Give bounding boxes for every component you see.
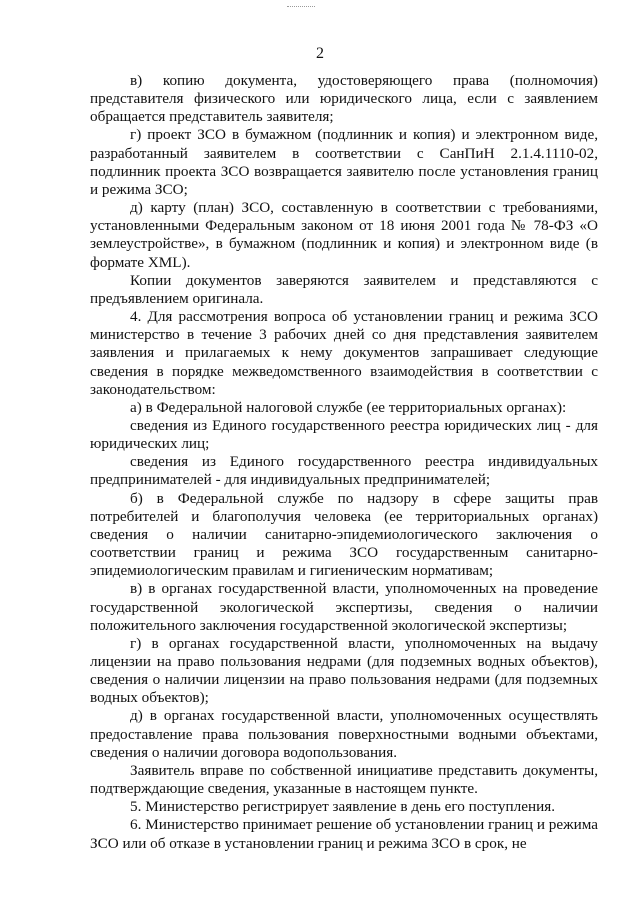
document-body [90, 72, 598, 853]
paragraph-item-g2: г) в органах государственной власти, уполномоченных на выдачу лицензии на право пользования недрами (для подземных водных объектов), сведения о наличии лицензии на право пользования недрами (для подземных водных объектов); [90, 634, 598, 707]
paragraph-clause-5: 5. Министерство регистрирует заявление в день его поступления. [130, 798, 555, 816]
paragraph-entrepreneurs: сведения из Единого государственного реестра индивидуальных предпринимателей - для индивидуальных предпринимателей; [90, 453, 598, 489]
paragraph-item-b: б) в Федеральной службе по надзору в сфере защиты прав потребителей и благополучия человека (ее территориальных органах) сведения о наличии санитарно-эпидемиологического заключения о соответствии границ и режима ЗСО государственным санитарно-эпидемиологическим правилам и гигиеническим нормативам; [90, 489, 598, 580]
paragraph-applicant-right: Заявитель вправе по собственной инициативе представить документы, подтверждающие сведения, указанные в настоящем пункте. [90, 761, 598, 798]
scan-header-mark [287, 6, 315, 7]
paragraph-item-g: г) проект ЗСО в бумажном (подлинник и копия) и электронном виде, разработанный заявителем в соответствии с СанПиН 2.1.4.1110-02, подлинник проекта ЗСО возвращается заявителю после установления границ и режима ЗСО; [90, 126, 598, 198]
paragraph-item-a: а) в Федеральной налоговой службе (ее территориальных органах): [130, 398, 567, 416]
page-number: 2 [316, 45, 324, 62]
paragraph-item-v: в) копию документа, удостоверяющего права (полномочия) представителя физического или юридического лица, если с заявлением обращается представитель заявителя; [90, 72, 598, 126]
paragraph-item-v2: в) в органах государственной власти, уполномоченных на проведение государственной экологической экспертизы, сведения о наличии положительного заключения государственной экологической экспертизы; [90, 580, 598, 634]
paragraph-item-d: д) карту (план) ЗСО, составленную в соответствии с требованиями, установленными Федеральным законом от 18 июня 2001 года № 78-ФЗ «О землеустройстве», в бумажном (подлинник и копия) и электронном виде (в формате XML). [90, 199, 598, 271]
paragraph-clause-4: 4. Для рассмотрения вопроса об установлении границ и режима ЗСО министерство в течение 3 рабочих дней со дня представления заявителем заявления и прилагаемых к нему документов запрашивает следующие сведения в порядке межведомственного взаимодействия в соответствии с законодательством: [90, 308, 598, 398]
paragraph-copies-note: Копии документов заверяются заявителем и представляются с предъявлением оригинала. [90, 271, 598, 307]
paragraph-clause-6: 6. Министерство принимает решение об установлении границ и режима ЗСО или об отказе в установлении границ и режима ЗСО в срок, не [90, 816, 598, 852]
paragraph-legal-entities: сведения из Единого государственного реестра юридических лиц - для юридических лиц; [90, 416, 598, 453]
paragraph-item-d2: д) в органах государственной власти, уполномоченных осуществлять предоставление права пользования поверхностными водными объектами, сведения о наличии договора водопользования. [90, 707, 598, 761]
